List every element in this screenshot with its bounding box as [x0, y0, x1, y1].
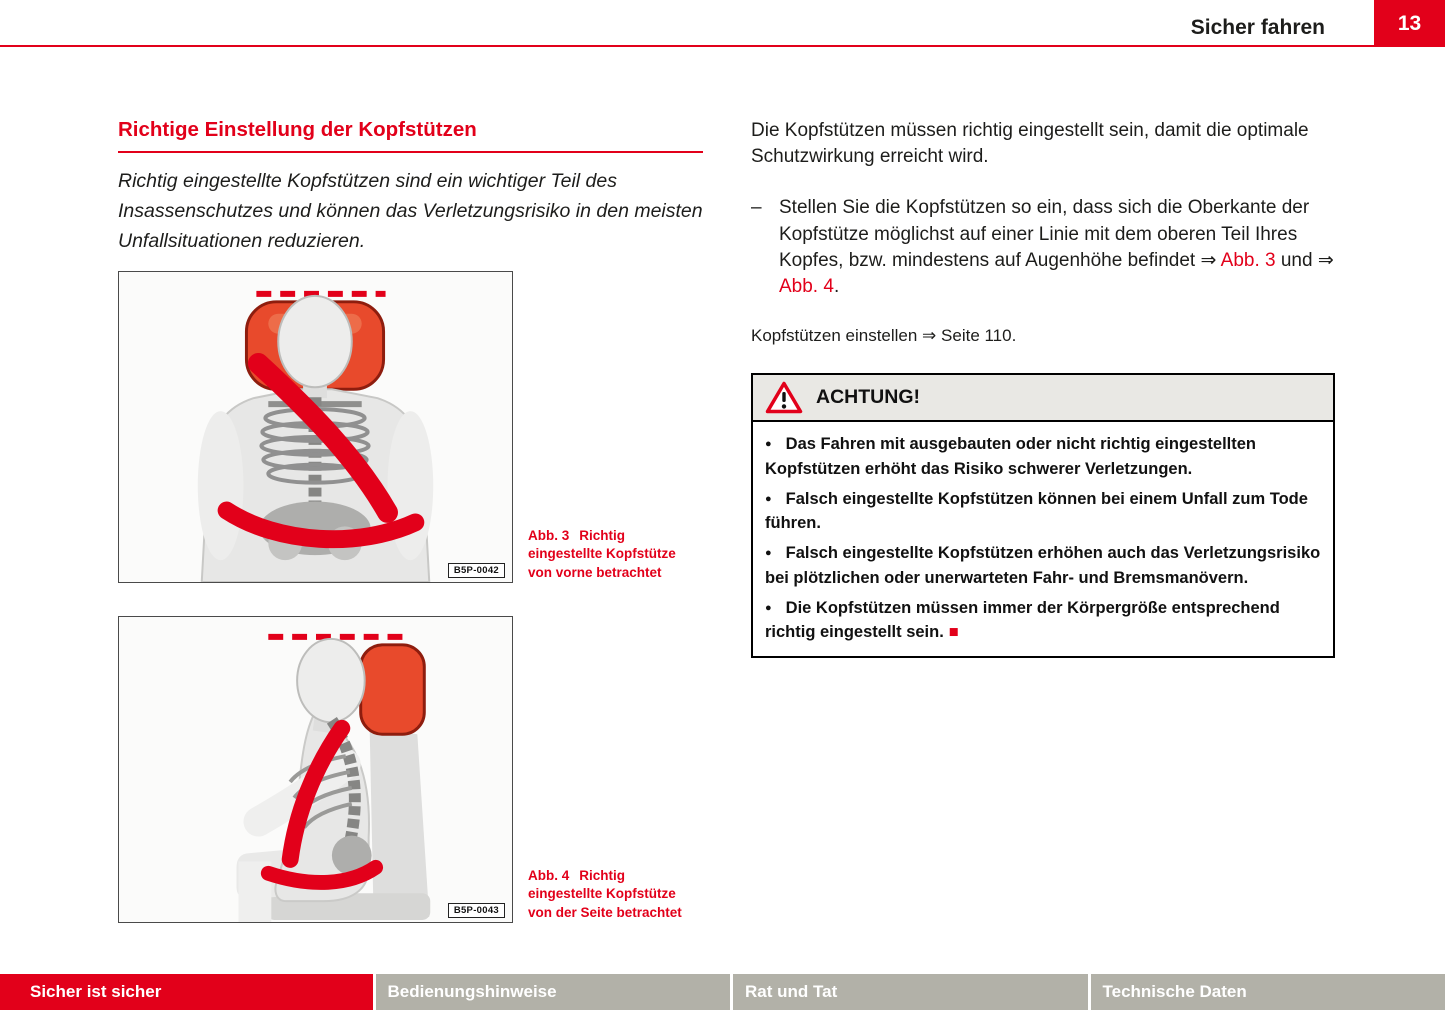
bullet-icon: ● — [765, 438, 772, 451]
page-heading: Richtige Einstellung der Kopfstützen — [118, 118, 703, 153]
warning-body — [753, 422, 1333, 656]
section-title: Sicher fahren — [1190, 16, 1325, 39]
warning-item-text: Falsch eingestellte Kopfstützen können bei einem Unfall zum Tode führen. — [765, 489, 1308, 533]
bullet-icon: ● — [765, 547, 772, 560]
footer-tab-rat-und-tat — [733, 974, 1088, 1010]
ref-link-abb3[interactable]: Abb. 3 — [1220, 249, 1276, 271]
ref-link-abb4[interactable]: Abb. 4 — [779, 276, 834, 298]
figure-abb3-caption — [528, 527, 686, 582]
figure-abb3-caption-label: Abb. 3 — [528, 528, 570, 543]
footer-tab-label: Rat und Tat — [745, 982, 838, 1001]
instruction-list-item — [751, 195, 1335, 300]
header-rule — [0, 45, 1445, 47]
figure-abb4 — [118, 616, 513, 923]
figure-abb4-caption — [528, 867, 686, 922]
figure-abb3 — [118, 271, 513, 583]
warning-item — [765, 596, 1321, 645]
page-number-badge: 13 — [1374, 0, 1445, 47]
intro-paragraph: Richtig eingestellte Kopfstützen sind ein wichtiger Teil des Insassenschutzes und können das Verletzungsrisiko in den meisten Unfallsituationen reduzieren. — [118, 170, 703, 253]
bullet-icon: ● — [765, 492, 772, 505]
warning-item — [765, 487, 1321, 536]
warning-item-text: Die Kopfstützen müssen immer der Körpergröße entsprechend richtig eingestellt sein. — [765, 598, 1280, 642]
warning-triangle-icon — [765, 381, 803, 414]
footer-tab-bedienungshinweise — [376, 974, 731, 1010]
body-paragraph: Die Kopfstützen müssen richtig eingestellt sein, damit die optimale Schutzwirkung erreicht wird. — [751, 120, 1309, 168]
headrest-side-view-illustration — [119, 617, 512, 922]
bullet-icon: ● — [765, 601, 772, 614]
figure-abb4-caption-label: Abb. 4 — [528, 868, 570, 883]
warning-item-text: Falsch eingestellte Kopfstützen erhöhen auch das Verletzungsrisiko bei plötzlichen oder unerwarteten Fahr- und Bremsmanövern. — [765, 544, 1321, 587]
right-column — [751, 118, 1335, 658]
footer-tab-sicher-ist-sicher — [0, 974, 373, 1010]
dash-marker: – — [751, 197, 762, 219]
instruction-text-part1: Stellen Sie die Kopfstützen so ein, dass sich die Oberkante der Kopfstütze möglichst auf einer Linie mit dem oberen Teil Ihres Kopfes, bzw. mindestens auf Augenhöhe befindet — [779, 197, 1310, 271]
warning-title: ACHTUNG! — [816, 386, 920, 409]
footer-tab-label: Sicher ist sicher — [30, 982, 162, 1001]
warning-header — [753, 375, 1333, 422]
headrest-front-view-illustration — [119, 272, 512, 582]
page-reference-note: Kopfstützen einstellen ⇒ Seite 110. — [751, 326, 1017, 346]
figure-abb3-caption-text: Richtig eingestellte Kopfstütze von vorne betrachtet — [528, 528, 676, 580]
ref-arrow-icon: ⇒ — [1200, 249, 1221, 271]
warning-item-text: Das Fahren mit ausgebauten oder nicht richtig eingestellten Kopfstützen erhöht das Risiko schwerer Verletzungen. — [765, 435, 1256, 478]
warning-item — [765, 541, 1321, 590]
footer-tab-bar — [0, 974, 1445, 1010]
instruction-text — [779, 195, 1335, 300]
warning-box — [751, 373, 1335, 658]
section-end-marker: ■ — [948, 623, 959, 642]
footer-tab-technische-daten — [1091, 974, 1445, 1010]
figure-code-label: B5P-0042 — [448, 563, 505, 578]
instruction-text-part2: und — [1275, 249, 1318, 271]
footer-tab-label: Bedienungshinweise — [387, 982, 557, 1001]
figure-abb4-caption-text: Richtig eingestellte Kopfstütze von der Seite betrachtet — [528, 868, 682, 920]
instruction-text-part3: . — [833, 276, 840, 298]
ref-arrow-icon: ⇒ — [1317, 249, 1334, 271]
figure-code-label: B5P-0043 — [448, 903, 505, 918]
warning-item — [765, 432, 1321, 481]
footer-tab-label: Technische Daten — [1102, 982, 1247, 1001]
